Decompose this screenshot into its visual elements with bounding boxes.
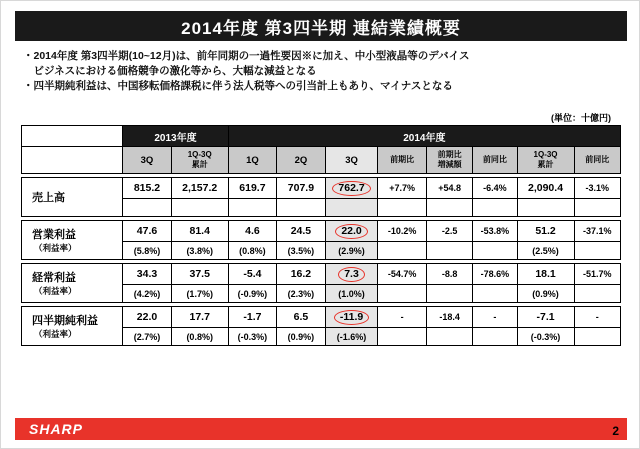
cell-op-7: -53.8% [473,221,517,242]
cell-ord-sub-6 [426,285,472,303]
cell-sales-4 [325,178,378,199]
page-number: 2 [612,424,619,438]
cell-ord-3: 16.2 [277,264,326,285]
column-header-3q [325,147,378,174]
cell-ord-5: -54.7% [378,264,427,285]
row-label-sales [22,178,123,217]
cell-ord-8: 18.1 [517,264,574,285]
cell-op-9: -37.1% [574,221,621,242]
cell-ord-1: 37.5 [171,264,228,285]
cell-net-sub-8: (-0.3%) [517,328,574,346]
column-header-line1: 3Q [345,154,358,166]
cell-net-7: - [473,307,517,328]
cell-sales-sub-7 [473,199,517,217]
cell-op-sub-7 [473,242,517,260]
cell-net-sub-7 [473,328,517,346]
results-table [21,125,621,346]
lead-paragraph [23,49,623,94]
table-row [22,307,621,328]
group-header-fy2013: 2013年度 [123,126,228,147]
cell-ord-4 [325,264,378,285]
cell-sales-6: +54.8 [426,178,472,199]
results-table-wrapper [21,125,621,346]
cell-op-sub-9 [574,242,621,260]
cell-op-sub-0: (5.8%) [123,242,172,260]
cell-ord-sub-0: (4.2%) [123,285,172,303]
column-header-cum-yoy [574,147,621,174]
cell-sales-9: -3.1% [574,178,621,199]
cell-sales-1: 2,157.2 [171,178,228,199]
row-label-text: 四半期純利益 [32,315,98,327]
cell-op-5: -10.2% [378,221,427,242]
cell-ord-7: -78.6% [473,264,517,285]
bottom-bar [15,418,627,440]
cell-sales-sub-4 [325,199,378,217]
cell-ord-0: 34.3 [123,264,172,285]
column-header-line2: 増減額 [437,160,462,169]
highlight-circle: 22.0 [335,224,367,239]
column-header-fy14-cum [517,147,574,174]
cell-net-5: - [378,307,427,328]
cell-ord-sub-9 [574,285,621,303]
column-header-qoq-diff [426,147,472,174]
cell-sales-7: -6.4% [473,178,517,199]
lead-line-1: ・2014年度 第3四半期(10~12月)は、前年同期の一過性要因※に加え、中小型液晶等のデバイス [23,50,470,62]
cell-sales-sub-6 [426,199,472,217]
cell-net-sub-9 [574,328,621,346]
column-header-yoy [473,147,517,174]
cell-op-8: 51.2 [517,221,574,242]
cell-op-sub-3: (3.5%) [277,242,326,260]
cell-op-2: 4.6 [228,221,277,242]
cell-net-sub-3: (0.9%) [277,328,326,346]
cell-ord-sub-8: (0.9%) [517,285,574,303]
page-title: 2014年度 第3四半期 連結業績概要 [181,18,461,38]
cell-net-4 [325,307,378,328]
cell-ord-6: -8.8 [426,264,472,285]
cell-op-sub-2: (0.8%) [228,242,277,260]
row-sublabel-text: （利益率） [34,329,77,339]
row-sublabel-text: （利益率） [34,243,77,253]
cell-net-sub-5 [378,328,427,346]
cell-net-1: 17.7 [171,307,228,328]
row-label-text: 経常利益 [32,272,76,284]
cell-net-2: -1.7 [228,307,277,328]
cell-ord-sub-4: (1.0%) [325,285,378,303]
group-header-blank [22,126,123,147]
cell-net-0: 22.0 [123,307,172,328]
cell-sales-5: +7.7% [378,178,427,199]
cell-sales-sub-3 [277,199,326,217]
cell-sales-3: 707.9 [277,178,326,199]
cell-ord-sub-5 [378,285,427,303]
table-row [22,178,621,199]
table-row [22,221,621,242]
column-header-1q [228,147,277,174]
cell-op-sub-6 [426,242,472,260]
cell-op-1: 81.4 [171,221,228,242]
cell-sales-sub-9 [574,199,621,217]
lead-line-2: ビジネスにおける価格競争の激化等から、大幅な減益となる [23,65,317,77]
cell-sales-sub-1 [171,199,228,217]
cell-sales-sub-2 [228,199,277,217]
column-header-line1: 3Q [140,154,154,166]
cell-ord-sub-7 [473,285,517,303]
highlight-circle: -11.9 [334,310,369,325]
cell-sales-2: 619.7 [228,178,277,199]
column-header-line1: 前同比 [482,155,507,164]
table-row [22,264,621,285]
cell-net-8: -7.1 [517,307,574,328]
cell-sales-0: 815.2 [123,178,172,199]
column-header-line1: 2Q [294,154,308,166]
cell-op-sub-8: (2.5%) [517,242,574,260]
cell-sales-sub-5 [378,199,427,217]
row-label-text: 営業利益 [32,229,76,241]
column-header-fy13-cum [171,147,228,174]
lead-line-3: ・四半期純利益は、中国移転価格課税に伴う法人税等への引当計上もあり、マイナスとなる [23,80,453,92]
row-label-ordinary-income [22,264,123,303]
column-header-line2: 累計 [191,160,208,169]
cell-op-4 [325,221,378,242]
cell-net-9: - [574,307,621,328]
cell-ord-2: -5.4 [228,264,277,285]
row-label-net-income [22,307,123,346]
cell-ord-sub-3: (2.3%) [277,285,326,303]
column-header-line2: 累計 [537,160,554,169]
cell-op-sub-4: (2.9%) [325,242,378,260]
column-header-line1: 前期比 [437,150,462,159]
cell-op-sub-5 [378,242,427,260]
cell-net-sub-2: (-0.3%) [228,328,277,346]
column-header-line1: 前期比 [390,155,415,164]
cell-op-sub-1: (3.8%) [171,242,228,260]
cell-sales-sub-0 [123,199,172,217]
column-header-2q [277,147,326,174]
cell-ord-9: -51.7% [574,264,621,285]
table-column-header-row [22,147,621,174]
slide-title-bar [15,11,627,41]
cell-op-6: -2.5 [426,221,472,242]
sharp-logo: SHARP [29,421,84,437]
cell-net-3: 6.5 [277,307,326,328]
cell-op-3: 24.5 [277,221,326,242]
cell-sales-8: 2,090.4 [517,178,574,199]
row-label-operating-income [22,221,123,260]
table-group-header-row [22,126,621,147]
cell-net-sub-4: (-1.6%) [325,328,378,346]
column-header-line1: 前同比 [585,155,610,164]
column-header-line1: 1Q-3Q [533,150,558,159]
cell-net-sub-6 [426,328,472,346]
cell-sales-sub-8 [517,199,574,217]
column-header-blank [22,147,123,174]
cell-op-0: 47.6 [123,221,172,242]
cell-ord-sub-2: (-0.9%) [228,285,277,303]
row-sublabel-text: （利益率） [34,286,77,296]
column-header-fy13-3q [123,147,172,174]
cell-net-sub-0: (2.7%) [123,328,172,346]
column-header-qoq [378,147,427,174]
cell-net-6: -18.4 [426,307,472,328]
cell-ord-sub-1: (1.7%) [171,285,228,303]
cell-net-sub-1: (0.8%) [171,328,228,346]
unit-note: (単位：十億円) [551,113,611,123]
highlight-circle: 7.3 [338,267,365,282]
column-header-line1: 1Q-3Q [187,150,212,159]
group-header-fy2014: 2014年度 [228,126,620,147]
row-label-text: 売上高 [32,192,65,204]
highlight-circle: 762.7 [332,181,370,196]
column-header-line1: 1Q [246,154,259,166]
